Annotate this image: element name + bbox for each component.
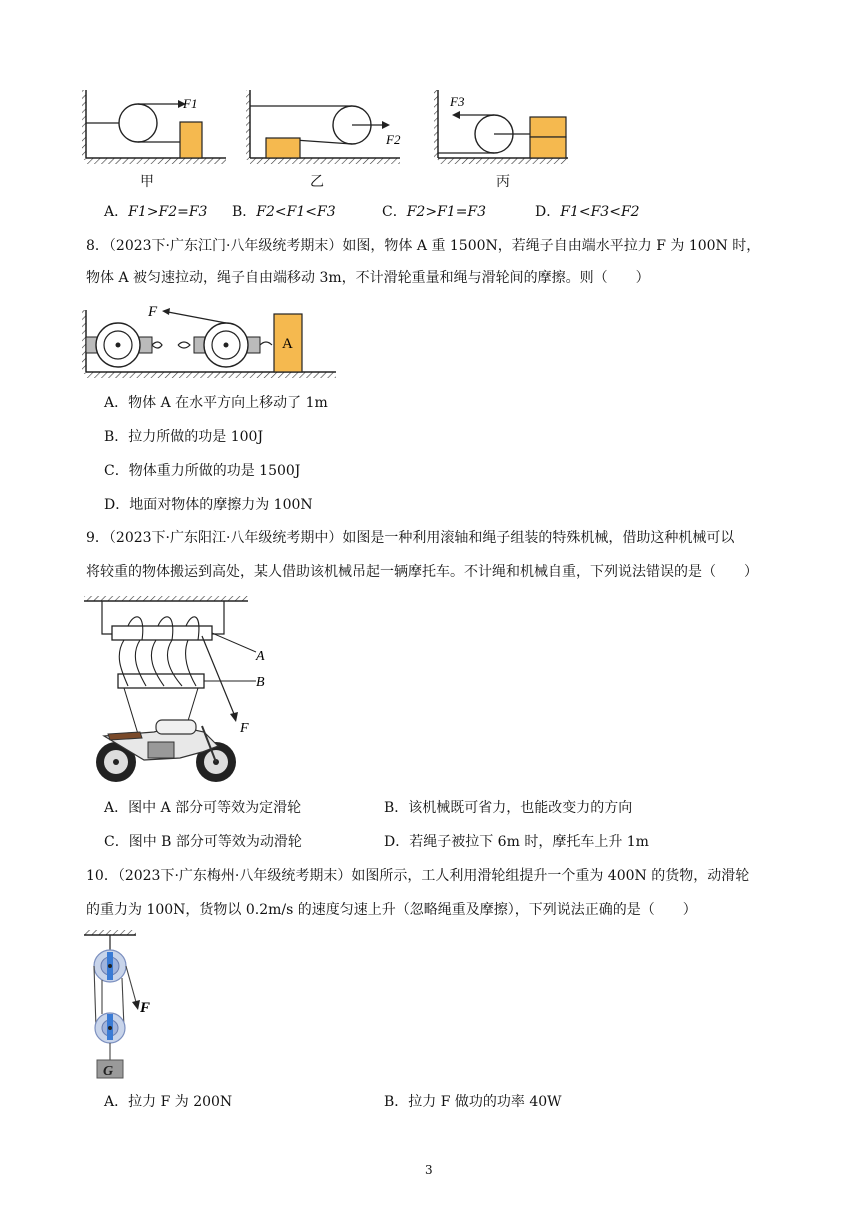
q8-option-d[interactable]: D．地面对物体的摩擦力为 100N bbox=[104, 497, 313, 513]
page-number: 3 bbox=[425, 1163, 433, 1177]
q10-label-f: F bbox=[140, 1000, 151, 1016]
q7-caption-bing: 丙 bbox=[496, 174, 510, 190]
q10-figure bbox=[84, 928, 164, 1080]
q9-option-d[interactable]: D．若绳子被拉下 6m 时，摩托车上升 1m bbox=[384, 834, 649, 850]
q9-label-a: A bbox=[256, 649, 265, 664]
q8-stem-line2: 物体 A 被匀速拉动，绳子自由端移动 3m，不计滑轮重量和绳与滑轮间的摩擦。则（ ） bbox=[86, 270, 650, 286]
q9-stem-line2: 将较重的物体搬运到高处，某人借助该机械吊起一辆摩托车。不计绳和机械自重，下列说法错误的是（ ） bbox=[86, 564, 758, 580]
q9-label-f: F bbox=[240, 721, 249, 736]
q10-stem-line2: 的重力为 100N，货物以 0.2m/s 的速度匀速上升（忽略绳重及摩擦），下列说法正确的是（ ） bbox=[86, 902, 697, 918]
q7-label-f2: F2 bbox=[386, 132, 401, 147]
q10-label-g: G bbox=[103, 1064, 114, 1079]
q8-figure bbox=[80, 300, 340, 382]
q9-option-c[interactable]: C．图中 B 部分可等效为动滑轮 bbox=[104, 834, 302, 850]
q7-label-f3: F3 bbox=[450, 94, 465, 109]
q10-option-b[interactable]: B．拉力 F 做功的功率 40W bbox=[384, 1094, 562, 1110]
q7-figure-yi bbox=[246, 90, 401, 164]
q10-option-a[interactable]: A．拉力 F 为 200N bbox=[104, 1094, 233, 1110]
q9-option-a[interactable]: A．图中 A 部分可等效为定滑轮 bbox=[104, 800, 302, 816]
q8-label-a: A bbox=[282, 336, 293, 352]
q7-caption-jia: 甲 bbox=[140, 174, 154, 190]
q8-stem-line1: 8．（2023下·广东江门·八年级统考期末）如图，物体 A 重 1500N，若绳子自由端水平拉力 F 为 100N 时， bbox=[86, 238, 761, 254]
motorcycle-illustration bbox=[96, 720, 236, 782]
q9-option-b[interactable]: B．该机械既可省力，也能改变力的方向 bbox=[384, 800, 633, 816]
q7-option-b[interactable]: B．F2<F1<F3 bbox=[232, 204, 336, 220]
q7-option-d[interactable]: D．F1<F3<F2 bbox=[535, 204, 640, 220]
q8-label-f: F bbox=[148, 304, 158, 320]
q9-stem-line1: 9．（2023下·广东阳江·八年级统考期中）如图是一种利用滚轴和绳子组装的特殊机械，借助这种机械可以 bbox=[86, 530, 735, 546]
q7-option-a[interactable]: A．F1>F2=F3 bbox=[104, 204, 208, 220]
q7-figure-jia bbox=[82, 90, 226, 164]
q7-option-c[interactable]: C．F2>F1=F3 bbox=[382, 204, 487, 220]
q10-stem-line1: 10．（2023下·广东梅州·八年级统考期末）如图所示，工人利用滑轮组提升一个重为 400N 的货物，动滑轮 bbox=[86, 868, 750, 884]
q9-label-b: B bbox=[256, 675, 265, 690]
q8-option-c[interactable]: C．物体重力所做的功是 1500J bbox=[104, 463, 301, 479]
q9-figure bbox=[84, 596, 284, 786]
q8-option-b[interactable]: B．拉力所做的功是 100J bbox=[104, 429, 264, 445]
q8-option-a[interactable]: A．物体 A 在水平方向上移动了 1m bbox=[104, 395, 328, 411]
q7-label-f1: F1 bbox=[183, 96, 198, 111]
q7-caption-yi: 乙 bbox=[310, 174, 324, 190]
q7-figure-bing bbox=[434, 90, 568, 164]
